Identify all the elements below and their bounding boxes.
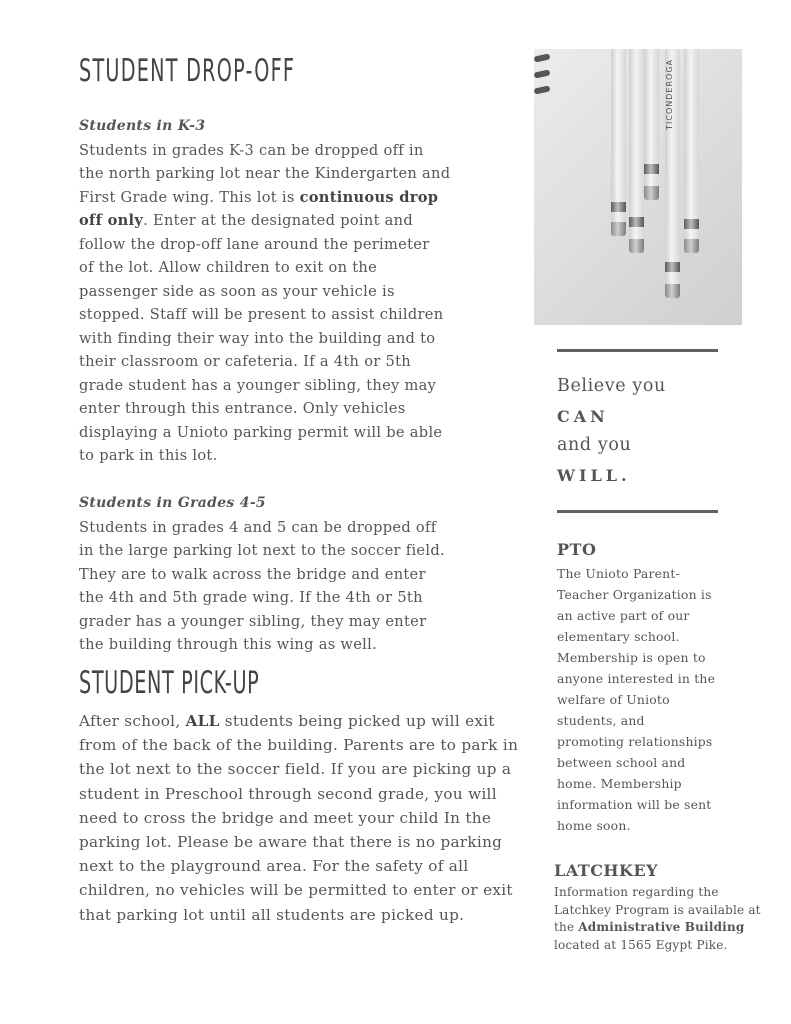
- pickup-line: that parking lot until all students are picked up.: [79, 905, 465, 924]
- pickup-line: student in Preschool through second grade, you will: [79, 784, 497, 803]
- pto-line: elementary school.: [557, 629, 680, 644]
- k3-line: First Grade wing. This lot is continuous drop: [79, 188, 439, 206]
- dropoff-k3-section: [79, 114, 450, 468]
- k3-line: of the lot. Allow children to exit on the: [79, 259, 378, 276]
- pto-text: [557, 563, 715, 836]
- quote-will: WILL.: [557, 466, 631, 485]
- pickup-line: need to cross the bridge and meet your child In the: [79, 808, 492, 827]
- pickup-heading: STUDENT PICK-UP: [79, 665, 260, 701]
- latchkey-line: Information regarding the: [554, 885, 719, 899]
- notebook-spiral: [534, 85, 550, 94]
- pickup-line: children, no vehicles will be permitted to enter or exit: [79, 881, 513, 900]
- off-only-emphasis: off only: [79, 212, 144, 229]
- quote-top-rule: [557, 349, 718, 352]
- pto-line: students, and: [557, 713, 645, 728]
- pto-line: between school and: [557, 755, 686, 770]
- dropoff-grades45-section: [79, 491, 445, 657]
- pickup-line: the lot next to the soccer field. If you are picking up a: [79, 760, 512, 779]
- continuous-dropoff-emphasis: continuous drop: [299, 188, 439, 206]
- pencils-photo: [534, 49, 742, 325]
- pickup-line: After school, ALL students being picked up will exit: [79, 712, 495, 730]
- pickup-line: next to the playground area. For the safety of all: [79, 857, 469, 876]
- k3-line: to park in this lot.: [79, 447, 218, 464]
- latchkey-line: located at 1565 Egypt Pike.: [554, 937, 728, 952]
- quote-can: CAN: [557, 407, 609, 426]
- k3-line: follow the drop-off lane around the perimeter: [79, 235, 430, 253]
- pencil: [684, 49, 699, 239]
- quote-bottom-rule: [557, 510, 718, 513]
- latchkey-line: the Administrative Building: [554, 920, 745, 934]
- admin-building-emphasis: Administrative Building: [578, 920, 745, 934]
- dropoff-heading: STUDENT DROP-OFF: [79, 53, 296, 89]
- k3-line: passenger side as soon as your vehicle is: [79, 282, 395, 300]
- pto-line: Membership is open to: [557, 650, 706, 665]
- pencil: [611, 49, 626, 222]
- pickup-section: [79, 709, 518, 927]
- g45-line: They are to walk across the bridge and enter: [79, 565, 426, 583]
- g45-line: the building through this wing as well.: [79, 636, 378, 653]
- k3-line: displaying a Unioto parking permit will be able: [79, 423, 443, 441]
- k3-line: grade student has a younger sibling, they may: [79, 376, 437, 394]
- pto-line: home. Membership: [557, 776, 682, 791]
- pto-line: The Unioto Parent-: [557, 566, 680, 581]
- pencil: [629, 49, 644, 239]
- k3-line: with finding their way into the building and to: [79, 329, 436, 347]
- g45-line: grader has a younger sibling, they may enter: [79, 612, 427, 630]
- pto-line: welfare of Unioto: [557, 692, 670, 707]
- grades45-subheading: Students in Grades 4-5: [79, 495, 266, 511]
- k3-line: enter through this entrance. Only vehicles: [79, 400, 406, 417]
- pto-line: information will be sent: [557, 797, 712, 812]
- k3-subheading: Students in K-3: [79, 118, 206, 134]
- quote-line: Believe you: [557, 376, 666, 396]
- g45-line: in the large parking lot next to the soccer field.: [79, 542, 445, 559]
- latchkey-text: [554, 884, 761, 954]
- latchkey-heading: LATCHKEY: [554, 861, 659, 880]
- notebook-spiral: [534, 69, 550, 78]
- pickup-line: parking lot. Please be aware that there is no parking: [79, 832, 503, 851]
- all-emphasis: ALL: [185, 712, 220, 730]
- k3-line: off only. Enter at the designated point and: [79, 212, 414, 229]
- pto-line: home soon.: [557, 818, 631, 833]
- pencil-brand-text: TICONDEROGA: [665, 59, 674, 130]
- g45-line: Students in grades 4 and 5 can be dropped off: [79, 518, 437, 536]
- pto-line: promoting relationships: [557, 734, 713, 749]
- pto-line: Teacher Organization is: [557, 587, 712, 602]
- notebook-spiral: [534, 53, 550, 62]
- pencil: [644, 49, 659, 186]
- k3-line: their classroom or cafeteria. If a 4th or 5th: [79, 353, 411, 370]
- pto-line: an active part of our: [557, 608, 690, 623]
- pto-heading: PTO: [557, 540, 597, 559]
- k3-line: stopped. Staff will be present to assist children: [79, 306, 444, 323]
- pto-line: anyone interested in the: [557, 671, 716, 686]
- quote-line: and you: [557, 435, 632, 455]
- pickup-line: from of the back of the building. Parents are to park in: [79, 736, 519, 755]
- g45-line: the 4th and 5th grade wing. If the 4th or 5th: [79, 589, 423, 606]
- k3-line: Students in grades K-3 can be dropped off in: [79, 141, 424, 159]
- latchkey-line: Latchkey Program is available at: [554, 902, 761, 917]
- k3-line: the north parking lot near the Kindergarten and: [79, 165, 451, 182]
